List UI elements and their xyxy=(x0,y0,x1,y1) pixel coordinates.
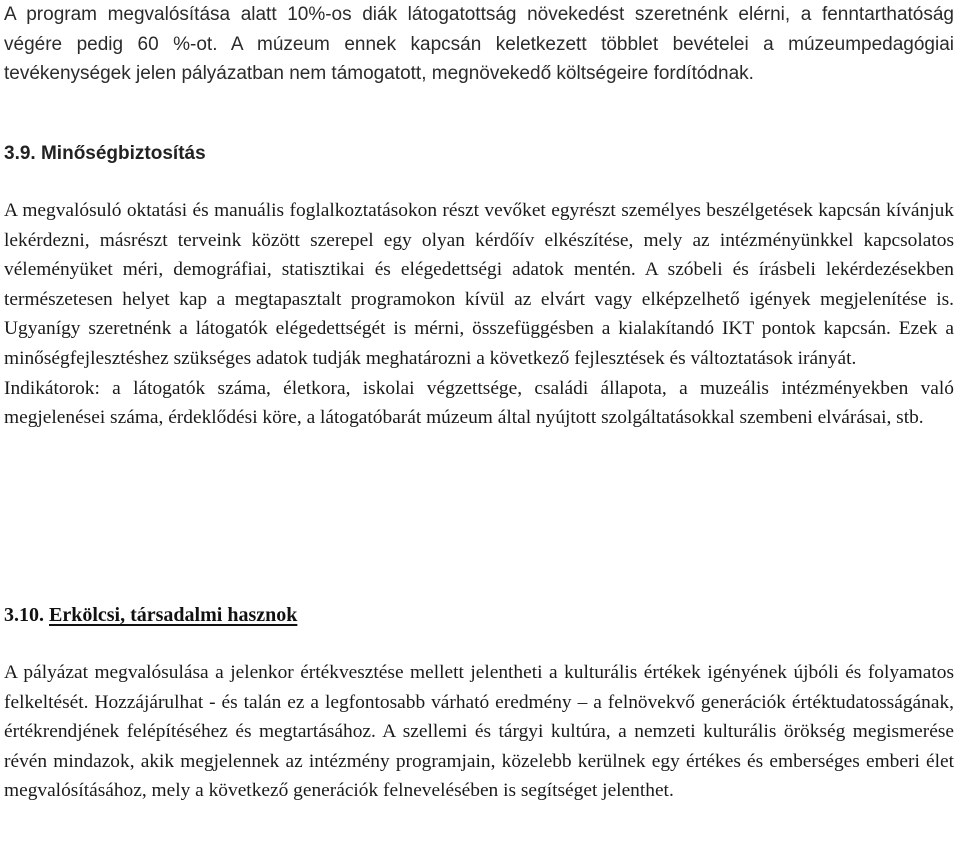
section-heading-3-9 xyxy=(4,143,206,165)
section-3-9-paragraph-1: A megvalósuló oktatási és manuális foglalkoztatásokon részt vevőket egyrészt személyes beszélgetések kapcsán kívánjuk lekérdezni, másrészt terveink között szerepel egy olyan kérdőív elkészítése, mely az intézményünkkel kapcsolatos véleményüket méri, demográfiai, statisztikai és elégedettségi adatok mentén. A szóbeli és írásbeli lekérdezésekben természetesen helyet kap a megtapasztalt programokon kívül az elvárt vagy elképzelhető igények megjelenítése is. Ugyanígy szeretnénk a látogatók elégedettségét is mérni, összefüggésben a kialakítandó IKT pontok kapcsán. Ezek a minőségfejlesztéshez szükséges adatok tudják meghatározni a következő fejlesztések és változtatások irányát. xyxy=(4,200,954,369)
intro-paragraph: A program megvalósítása alatt 10%-os diák látogatottság növekedést szeretnénk elérni, a fenntarthatóság végére pedig 60 %-ot. A múzeum ennek kapcsán keletkezett többlet bevételei a múzeumpedagógiai tevékenységek jelen pályázatban nem támogatott, megnövekedő költségeire fordítódnak. xyxy=(4,4,954,85)
section-number: 3.10. xyxy=(4,604,44,626)
section-heading-3-10 xyxy=(4,604,297,627)
section-3-9-paragraph-2: Indikátorok: a látogatók száma, életkora, iskolai végzettsége, családi állapota, a muzeális intézményekben való megjelenései száma, érdeklődési köre, a látogatóbarát múzeum által nyújtott szolgáltatásokkal szembeni elvárásai, stb. xyxy=(4,377,954,429)
section-number: 3.9. xyxy=(4,143,36,164)
section-3-9-body xyxy=(4,196,954,433)
section-3-10-paragraph-1: A pályázat megvalósulása a jelenkor értékvesztése mellett jelentheti a kulturális értékek igényének újbóli és folyamatos felkeltését. Hozzájárulhat - és talán ez a legfontosabb várható eredmény – a felnövekvő generációk értéktudatosságának, értékrendjének felépítéséhez és megtartásához. A szellemi és tárgyi kultúra, a nemzeti kulturális örökség megismerése révén mindazok, akik megjelennek az intézmény programjain, közelebb kerülnek egy értékes és emberséges emberi élet megvalósításához, mely a következő generációk felnevelésében is segítséget jelenthet. xyxy=(4,662,954,802)
section-title: Erkölcsi, társadalmi hasznok xyxy=(49,604,298,626)
section-title: Minőségbiztosítás xyxy=(40,143,206,164)
section-3-10-body xyxy=(4,658,954,806)
